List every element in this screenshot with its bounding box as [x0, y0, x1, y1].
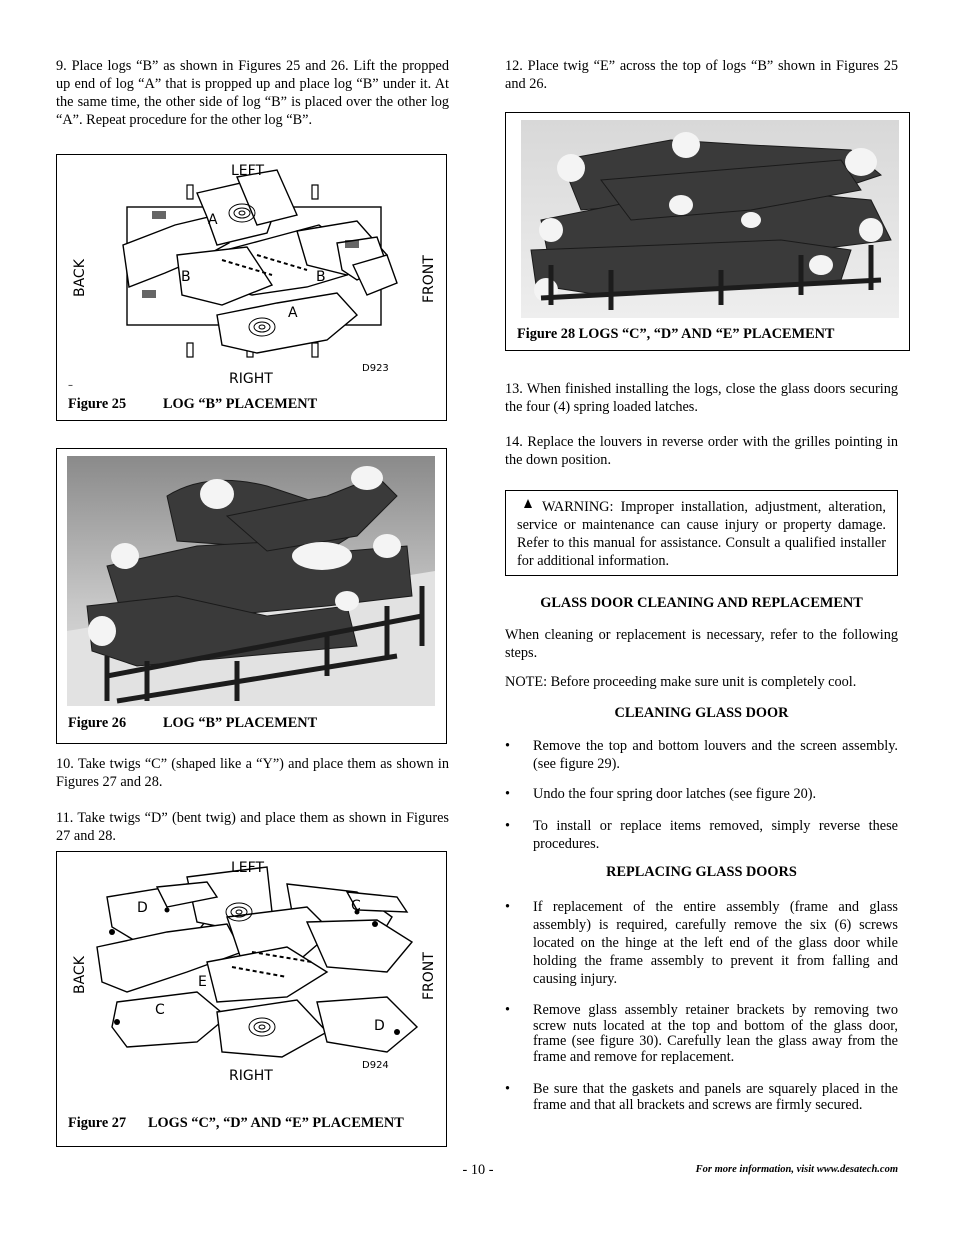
step-12-text: 12. Place twig “E” across the top of logs “B” shown in Figures 25 and 26. — [505, 58, 898, 92]
figure-27-caption-text: LOGS “C”, “D” AND “E” PLACEMENT — [148, 1115, 404, 1131]
bullet-glyph: • — [505, 1081, 511, 1097]
fig25-label-a-top: A — [208, 212, 218, 228]
fig25-right-label: RIGHT — [229, 371, 273, 387]
fig27-right-label: RIGHT — [229, 1068, 273, 1084]
fig27-back-label: BACK — [72, 956, 88, 994]
bullet-text: Be sure that the gaskets and panels are squarely placed in the frame and that all brackets and screws are firmly secured. — [533, 1081, 898, 1113]
log-set-photo — [67, 456, 435, 706]
log-b-placement-diagram — [57, 155, 446, 391]
cleaning-heading: CLEANING GLASS DOOR — [614, 705, 789, 721]
bullet-glyph: • — [505, 899, 511, 915]
figure-27-caption-number: Figure 27 — [68, 1115, 127, 1131]
figure-25 — [56, 154, 447, 421]
step-9-text: 9. Place logs “B” as shown in Figures 25 and 26. Lift the propped up end of log “A” that is propped up and place log “B” under it. At the same time, the other side of log “B” is placed over the other log “A”. Repeat procedure for the other log “B”. — [56, 58, 449, 128]
bullet-glyph: • — [505, 786, 511, 802]
replacing-heading: REPLACING GLASS DOORS — [606, 864, 797, 880]
fig27-front-label: FRONT — [421, 952, 437, 1000]
figure-25-caption-number: Figure 25 — [68, 396, 127, 412]
fig27-label-d-top: D — [137, 900, 148, 916]
figure-26 — [56, 448, 447, 744]
warning-box — [505, 490, 898, 576]
intro-text: When cleaning or replacement is necessary, refer to the following steps. — [505, 627, 898, 661]
bullet-glyph: • — [505, 1002, 511, 1018]
figure-28 — [505, 112, 910, 351]
bullet-text: Undo the four spring door latches (see figure 20). — [533, 786, 817, 802]
fig27-label-d-bottom: D — [374, 1018, 385, 1034]
fig25-front-label: FRONT — [421, 255, 437, 303]
page-number: - 10 - — [462, 1162, 494, 1178]
note-text: NOTE: Before proceeding make sure unit is completely cool. — [505, 674, 857, 690]
bullet-text: To install or replace items removed, simply reverse these procedures. — [533, 818, 898, 852]
bullet-glyph: • — [505, 818, 511, 834]
step-11-text: 11. Take twigs “D” (bent twig) and place them as shown in Figures 27 and 28. — [56, 810, 449, 844]
bullet-text: Remove the top and bottom louvers and the screen assembly. (see figure 29). — [533, 738, 898, 772]
figure-28-caption: Figure 28 LOGS “C”, “D” AND “E” PLACEMENT — [517, 326, 835, 342]
fig27-left-label: LEFT — [231, 860, 265, 876]
figure-27-caption — [68, 1115, 404, 1132]
figure-25-caption — [68, 396, 317, 413]
figure-26-caption-text: LOG “B” PLACEMENT — [163, 715, 318, 731]
fig25-back-label: BACK — [72, 259, 88, 297]
bullet-glyph: • — [505, 738, 511, 754]
website-note: For more information, visit www.desatech.com — [695, 1164, 898, 1175]
twig-placement-diagram — [57, 852, 446, 1092]
warning-text: WARNING: Improper installation, adjustment, alteration, service or maintenance can cause injury or property damage. Refer to this manual for assistance. Consult a qualified installer for additional information. — [517, 499, 886, 569]
step-13-text: 13. When finished installing the logs, close the glass doors securing the four (4) spring loaded latches. — [505, 381, 898, 415]
completed-log-set-photo — [521, 120, 899, 318]
fig27-label-c-top: C — [351, 898, 361, 914]
fig25-label-a-bottom: A — [288, 305, 298, 321]
figure-26-caption — [68, 715, 317, 732]
step-10-text: 10. Take twigs “C” (shaped like a “Y”) and place them as shown in Figures 27 and 28. — [56, 756, 449, 790]
fig25-left-label: LEFT — [231, 163, 265, 179]
bullet-text: If replacement of the entire assembly (frame and glass assembly) is required, carefully remove the six (6) screws located on the hinge at the left end of the glass door while holding the frame assembly to prevent it from falling and causing injury. — [533, 899, 898, 987]
fig25-dash: – — [68, 380, 73, 391]
fig25-label-b-left: B — [181, 269, 191, 285]
figure-26-caption-number: Figure 26 — [68, 715, 127, 731]
fig25-code: D923 — [362, 363, 389, 374]
fig27-label-e: E — [198, 974, 207, 990]
step-14-text: 14. Replace the louvers in reverse order with the grilles pointing in the down position. — [505, 434, 898, 468]
glass-door-heading: GLASS DOOR CLEANING AND REPLACEMENT — [540, 595, 863, 611]
figure-25-caption-text: LOG “B” PLACEMENT — [163, 396, 318, 412]
bullet-text: Remove glass assembly retainer brackets by removing two screw nuts located at the top and bottom of the glass door, frame (see figure 30). Carefully lean the glass away from the frame and remove for replacement. — [533, 1002, 898, 1065]
fig25-label-b-right: B — [316, 269, 326, 285]
figure-27 — [56, 851, 447, 1147]
fig27-label-c-bottom: C — [155, 1002, 165, 1018]
fig27-code: D924 — [362, 1060, 389, 1071]
